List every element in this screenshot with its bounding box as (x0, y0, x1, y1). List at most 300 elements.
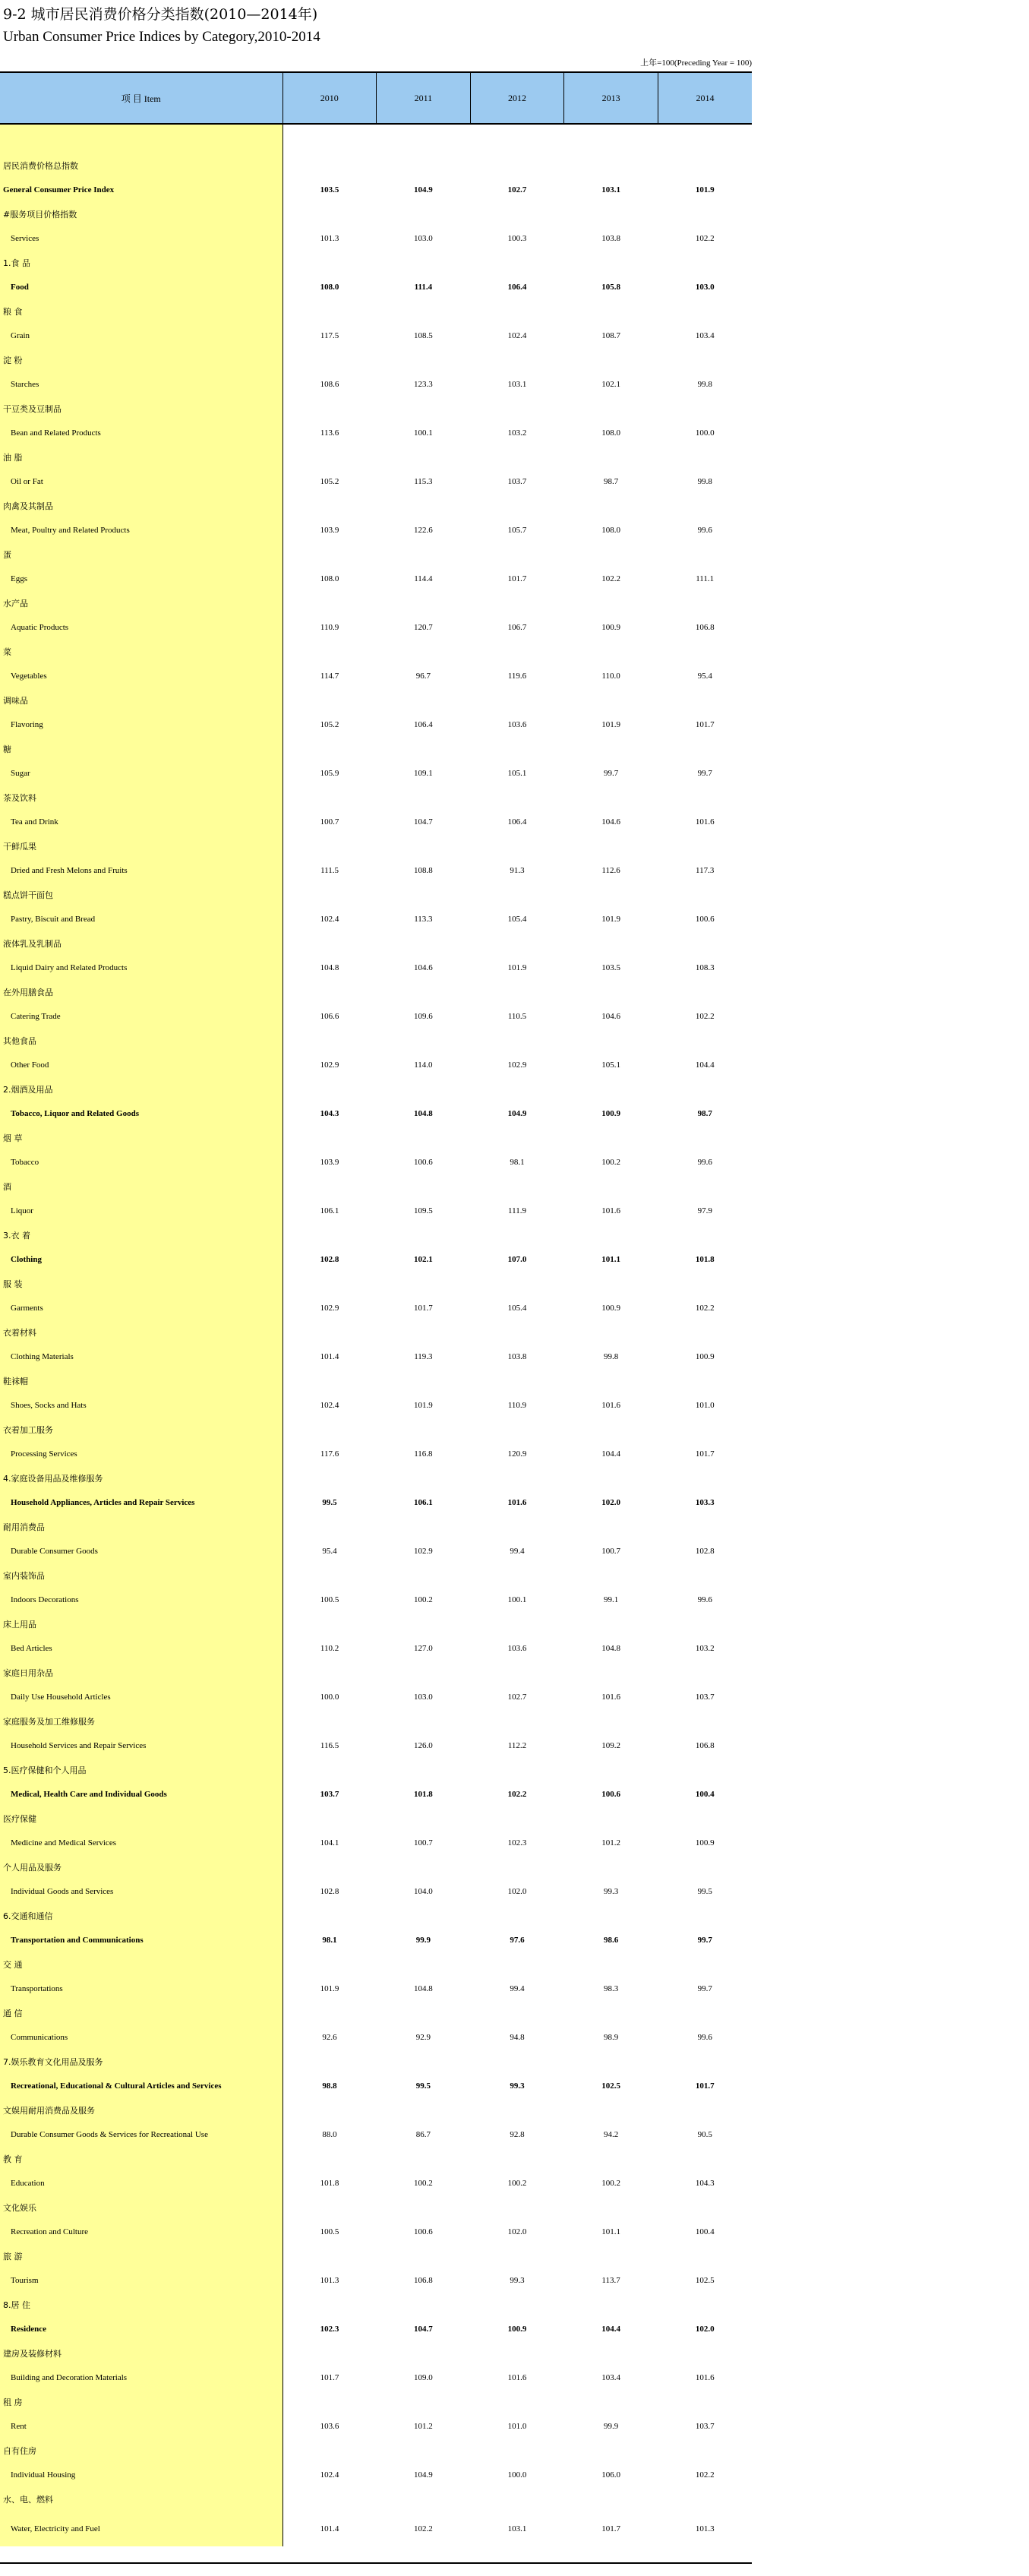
index-value-2013: 112.6 (601, 866, 620, 875)
table-row (0, 1539, 752, 1563)
item-name-english: Sugar (0, 761, 283, 785)
item-name-chinese: 交 通 (0, 1952, 283, 1977)
index-value-2010: 103.5 (320, 185, 339, 194)
index-value-2011: 122.6 (414, 526, 433, 535)
index-value-2011: 101.2 (414, 2422, 433, 2431)
item-name-chinese: 8.居 住 (0, 2293, 283, 2317)
table-row (0, 518, 752, 542)
table-row (0, 615, 752, 640)
index-value-2014: 101.7 (695, 2081, 715, 2091)
index-value-2014: 95.4 (697, 672, 712, 681)
index-value-2012: 110.5 (507, 1012, 527, 1021)
index-value-2013: 101.6 (601, 1693, 620, 1702)
table-row (0, 2122, 752, 2147)
table-row (0, 469, 752, 494)
item-name-chinese: 通 信 (0, 2001, 283, 2025)
table-row-chinese-label (0, 1758, 752, 1782)
index-value-2012: 94.8 (510, 2033, 525, 2042)
index-value-2012: 106.7 (507, 623, 527, 632)
index-value-2013: 104.8 (601, 1644, 620, 1653)
index-value-2014: 108.3 (695, 963, 715, 972)
item-name-chinese: 糖 (0, 737, 283, 761)
index-value-2012: 98.1 (510, 1158, 525, 1167)
index-value-2012: 105.7 (507, 526, 527, 535)
item-name-chinese: #服务项目价格指数 (0, 202, 283, 226)
table-row (0, 1879, 752, 1904)
item-name-chinese: 室内装饰品 (0, 1563, 283, 1588)
index-value-2012: 101.6 (507, 2373, 527, 2382)
unit-note: 上年=100(Preceding Year = 100) (640, 58, 752, 68)
item-name-english: Eggs (0, 567, 283, 591)
table-row (0, 956, 752, 980)
index-value-2011: 104.7 (414, 817, 433, 827)
index-value-2014: 102.0 (695, 2325, 715, 2334)
index-value-2014: 102.2 (695, 1012, 715, 1021)
table-row-chinese-label (0, 2341, 752, 2366)
index-value-2014: 98.7 (697, 1109, 712, 1118)
index-value-2014: 104.3 (695, 2179, 715, 2188)
table-row-chinese-label (0, 542, 752, 567)
item-name-chinese: 干鲜瓜果 (0, 834, 283, 858)
index-value-2014: 103.4 (695, 331, 715, 340)
item-name-english: Tourism (0, 2268, 283, 2293)
table-row (0, 1247, 752, 1272)
table-row (0, 1053, 752, 1077)
index-value-2011: 104.7 (414, 2325, 433, 2334)
table-row (0, 1588, 752, 1612)
item-name-chinese: 4.家庭设备用品及维修服务 (0, 1466, 283, 1490)
index-value-2011: 99.9 (415, 1936, 431, 1945)
index-value-2013: 102.1 (601, 380, 620, 389)
item-name-english: Individual Goods and Services (0, 1879, 283, 1904)
index-value-2010: 102.8 (320, 1887, 339, 1896)
price-index-table (0, 71, 752, 2546)
index-value-2010: 113.6 (320, 428, 339, 438)
table-row-chinese-label (0, 931, 752, 956)
index-value-2011: 119.3 (414, 1352, 433, 1361)
item-name-chinese: 2.烟酒及用品 (0, 1077, 283, 1102)
table-row (0, 713, 752, 737)
index-value-2010: 102.9 (320, 1304, 339, 1313)
index-value-2012: 99.3 (510, 2276, 525, 2285)
table-row (0, 1734, 752, 1758)
table-row-chinese-label (0, 1904, 752, 1928)
index-value-2011: 114.0 (414, 1060, 433, 1070)
index-value-2010: 101.3 (320, 2276, 339, 2285)
item-name-chinese: 7.娱乐教育文化用品及服务 (0, 2050, 283, 2074)
item-name-english: Tea and Drink (0, 810, 283, 834)
item-name-english: Bed Articles (0, 1636, 283, 1661)
index-value-2012: 105.4 (507, 915, 527, 924)
index-value-2013: 100.9 (601, 1304, 620, 1313)
table-row-chinese-label (0, 640, 752, 664)
item-name-chinese: 3.衣 着 (0, 1223, 283, 1247)
table-row-chinese-label (0, 153, 752, 178)
index-value-2013: 110.0 (601, 672, 620, 681)
index-value-2011: 100.6 (414, 2227, 433, 2236)
item-name-chinese: 淀 粉 (0, 348, 283, 372)
index-value-2014: 106.8 (695, 623, 715, 632)
index-value-2011: 102.9 (414, 1547, 433, 1556)
table-row (0, 2025, 752, 2050)
item-name-chinese: 6.交通和通信 (0, 1904, 283, 1928)
index-value-2011: 103.0 (414, 234, 433, 243)
table-body (0, 124, 752, 2546)
index-value-2014: 99.6 (697, 1158, 712, 1167)
table-row (0, 810, 752, 834)
table-row-chinese-label (0, 1126, 752, 1150)
table-row (0, 2463, 752, 2487)
item-name-chinese: 液体乳及乳制品 (0, 931, 283, 956)
index-value-2014: 102.2 (695, 2470, 715, 2480)
index-value-2013: 113.7 (601, 2276, 620, 2285)
index-value-2013: 94.2 (603, 2130, 619, 2139)
index-value-2010: 102.3 (320, 2325, 339, 2334)
index-value-2012: 105.1 (507, 769, 527, 778)
index-value-2011: 104.6 (414, 963, 433, 972)
index-value-2013: 102.5 (601, 2081, 620, 2091)
table-row (0, 372, 752, 397)
index-value-2012: 97.6 (510, 1936, 525, 1945)
index-value-2011: 115.3 (414, 477, 433, 486)
index-value-2010: 104.1 (320, 1838, 339, 1847)
item-name-english: Services (0, 226, 283, 251)
item-name-chinese: 居民消费价格总指数 (0, 153, 283, 178)
item-name-english: Meat, Poultry and Related Products (0, 518, 283, 542)
index-value-2010: 108.6 (320, 380, 339, 389)
index-value-2011: 106.8 (414, 2276, 433, 2285)
index-value-2011: 102.1 (414, 1255, 433, 1264)
index-value-2010: 110.2 (320, 1644, 339, 1653)
table-row (0, 858, 752, 883)
table-row (0, 907, 752, 931)
index-value-2013: 100.2 (601, 1158, 620, 1167)
table-row (0, 2317, 752, 2341)
index-value-2013: 100.9 (601, 1109, 620, 1118)
table-row (0, 2366, 752, 2390)
index-value-2012: 102.9 (507, 1060, 527, 1070)
index-value-2011: 108.8 (414, 866, 433, 875)
table-row-chinese-label (0, 251, 752, 275)
table-row-chinese-label (0, 2098, 752, 2122)
index-value-2010: 101.4 (320, 1352, 339, 1361)
index-value-2013: 104.4 (601, 1449, 620, 1459)
table-row (0, 324, 752, 348)
item-name-chinese: 蛋 (0, 542, 283, 567)
index-value-2011: 100.1 (414, 428, 433, 438)
index-value-2014: 101.6 (695, 2373, 715, 2382)
index-value-2013: 103.8 (601, 234, 620, 243)
table-row (0, 567, 752, 591)
index-value-2013: 100.7 (601, 1547, 620, 1556)
index-value-2014: 103.0 (695, 283, 715, 292)
header-year: 2012 (470, 72, 564, 124)
index-value-2010: 102.8 (320, 1255, 339, 1264)
index-value-2011: 101.7 (414, 1304, 433, 1313)
item-name-english: Dried and Fresh Melons and Fruits (0, 858, 283, 883)
item-name-english: Clothing Materials (0, 1345, 283, 1369)
item-name-chinese: 肉禽及其制品 (0, 494, 283, 518)
item-name-english: Residence (0, 2317, 283, 2341)
table-row (0, 1102, 752, 1126)
index-value-2012: 99.4 (510, 1547, 525, 1556)
index-value-2010: 99.5 (322, 1498, 337, 1507)
index-value-2013: 101.6 (601, 1401, 620, 1410)
table-row-chinese-label (0, 2390, 752, 2414)
header-year: 2014 (658, 72, 752, 124)
item-name-english: Water, Electricity and Fuel (0, 2511, 283, 2546)
index-value-2014: 101.7 (695, 720, 715, 729)
index-value-2014: 100.0 (695, 428, 715, 438)
index-value-2013: 98.9 (603, 2033, 619, 2042)
index-value-2014: 90.5 (697, 2130, 712, 2139)
index-value-2014: 103.2 (695, 1644, 715, 1653)
index-value-2010: 92.6 (322, 2033, 337, 2042)
index-value-2013: 102.0 (601, 1498, 620, 1507)
index-value-2013: 106.0 (601, 2470, 620, 2480)
table-title-chinese: 9-2 城市居民消费价格分类指数(2010—2014年) (3, 6, 318, 23)
item-name-english: Daily Use Household Articles (0, 1685, 283, 1709)
index-value-2010: 100.5 (320, 1595, 339, 1604)
index-value-2011: 104.9 (414, 2470, 433, 2480)
index-value-2014: 99.8 (697, 477, 712, 486)
item-name-english: Bean and Related Products (0, 421, 283, 445)
index-value-2011: 86.7 (415, 2130, 431, 2139)
index-value-2012: 103.1 (507, 380, 527, 389)
table-row-chinese-label (0, 1369, 752, 1393)
index-value-2011: 109.0 (414, 2373, 433, 2382)
index-value-2012: 102.2 (507, 1790, 527, 1799)
item-name-english: Communications (0, 2025, 283, 2050)
table-row-chinese-label (0, 445, 752, 469)
index-value-2010: 98.1 (322, 1936, 337, 1945)
index-value-2013: 102.2 (601, 574, 620, 583)
item-name-chinese: 烟 草 (0, 1126, 283, 1150)
index-value-2012: 101.9 (507, 963, 527, 972)
item-name-chinese: 家庭日用杂品 (0, 1661, 283, 1685)
index-value-2011: 114.4 (414, 574, 433, 583)
index-value-2010: 108.0 (320, 283, 339, 292)
index-value-2012: 100.2 (507, 2179, 527, 2188)
table-row (0, 2414, 752, 2439)
index-value-2013: 101.1 (601, 1255, 620, 1264)
index-value-2010: 100.5 (320, 2227, 339, 2236)
table-row-chinese-label (0, 1466, 752, 1490)
table-row (0, 2074, 752, 2098)
index-value-2010: 106.1 (320, 1206, 339, 1215)
item-name-chinese: 菜 (0, 640, 283, 664)
index-value-2014: 104.4 (695, 1060, 715, 1070)
table-row (0, 275, 752, 299)
table-row-chinese-label (0, 1661, 752, 1685)
item-name-english: Grain (0, 324, 283, 348)
index-value-2011: 104.0 (414, 1887, 433, 1896)
index-value-2011: 111.4 (414, 283, 433, 292)
index-value-2013: 101.9 (601, 720, 620, 729)
index-value-2012: 103.1 (507, 2524, 527, 2533)
index-value-2013: 103.4 (601, 2373, 620, 2382)
index-value-2014: 100.6 (695, 915, 715, 924)
item-name-chinese: 茶及饮料 (0, 785, 283, 810)
index-value-2013: 101.2 (601, 1838, 620, 1847)
item-name-chinese: 调味品 (0, 688, 283, 713)
table-row (0, 178, 752, 202)
index-value-2014: 101.8 (695, 1255, 715, 1264)
item-name-english: General Consumer Price Index (0, 178, 283, 202)
index-value-2013: 105.1 (601, 1060, 620, 1070)
item-name-chinese: 建房及装修材料 (0, 2341, 283, 2366)
item-name-english: Transportations (0, 1977, 283, 2001)
index-value-2013: 101.9 (601, 915, 620, 924)
index-value-2010: 103.6 (320, 2422, 339, 2431)
index-value-2012: 100.1 (507, 1595, 527, 1604)
index-value-2012: 107.0 (507, 1255, 527, 1264)
index-value-2011: 127.0 (414, 1644, 433, 1653)
index-value-2014: 117.3 (696, 866, 715, 875)
item-name-english: Aquatic Products (0, 615, 283, 640)
table-row (0, 1345, 752, 1369)
index-value-2011: 106.4 (414, 720, 433, 729)
index-value-2011: 104.9 (414, 185, 433, 194)
table-row (0, 2268, 752, 2293)
table-row (0, 1490, 752, 1515)
index-value-2012: 103.8 (507, 1352, 527, 1361)
index-value-2012: 106.4 (507, 283, 527, 292)
item-name-chinese: 衣着加工服务 (0, 1418, 283, 1442)
table-row-chinese-label (0, 1563, 752, 1588)
table-row-chinese-label (0, 2001, 752, 2025)
index-value-2011: 100.7 (414, 1838, 433, 1847)
item-name-english: Other Food (0, 1053, 283, 1077)
index-value-2011: 100.6 (414, 1158, 433, 1167)
index-value-2010: 116.5 (320, 1741, 339, 1750)
table-row-chinese-label (0, 1806, 752, 1831)
item-name-chinese: 衣着材料 (0, 1320, 283, 1345)
item-name-english: Clothing (0, 1247, 283, 1272)
index-value-2010: 100.7 (320, 817, 339, 827)
index-value-2010: 103.7 (320, 1790, 339, 1799)
index-value-2014: 99.5 (697, 1887, 712, 1896)
item-name-english: Tobacco, Liquor and Related Goods (0, 1102, 283, 1126)
index-value-2014: 106.8 (695, 1741, 715, 1750)
header-item: 项 目 Item (0, 72, 283, 124)
index-value-2013: 100.6 (601, 1790, 620, 1799)
item-name-chinese: 其他食品 (0, 1029, 283, 1053)
table-row (0, 1199, 752, 1223)
index-value-2014: 100.9 (695, 1352, 715, 1361)
index-value-2014: 103.3 (695, 1498, 715, 1507)
table-row-chinese-label (0, 2050, 752, 2074)
index-value-2013: 100.9 (601, 623, 620, 632)
index-value-2013: 108.7 (601, 331, 620, 340)
item-name-chinese: 水产品 (0, 591, 283, 615)
item-name-chinese: 租 房 (0, 2390, 283, 2414)
table-row-chinese-label (0, 2195, 752, 2220)
index-value-2014: 100.9 (695, 1838, 715, 1847)
index-value-2013: 98.3 (603, 1984, 619, 1993)
item-name-english: Medicine and Medical Services (0, 1831, 283, 1855)
item-name-chinese: 油 脂 (0, 445, 283, 469)
index-value-2014: 99.6 (697, 526, 712, 535)
index-value-2011: 101.9 (414, 1401, 433, 1410)
table-row-chinese-label (0, 348, 752, 372)
item-name-english: Indoors Decorations (0, 1588, 283, 1612)
table-header (0, 72, 752, 124)
index-value-2012: 103.7 (507, 477, 527, 486)
table-row-chinese-label (0, 1029, 752, 1053)
item-name-english: Oil or Fat (0, 469, 283, 494)
item-name-chinese: 服 装 (0, 1272, 283, 1296)
table-row (0, 2171, 752, 2195)
item-name-chinese: 家庭服务及加工维修服务 (0, 1709, 283, 1734)
item-name-english: Starches (0, 372, 283, 397)
item-name-english: Flavoring (0, 713, 283, 737)
item-name-english: Liquid Dairy and Related Products (0, 956, 283, 980)
index-value-2010: 117.6 (320, 1449, 339, 1459)
index-value-2014: 101.3 (695, 2524, 715, 2533)
index-value-2014: 101.6 (695, 817, 715, 827)
item-name-english: Education (0, 2171, 283, 2195)
item-name-english: Tobacco (0, 1150, 283, 1174)
item-name-english: Building and Decoration Materials (0, 2366, 283, 2390)
table-bottom-rule (0, 2562, 752, 2564)
index-value-2013: 99.9 (603, 2422, 619, 2431)
index-value-2011: 92.9 (415, 2033, 431, 2042)
index-value-2010: 101.4 (320, 2524, 339, 2533)
table-row-chinese-label (0, 2439, 752, 2463)
index-value-2014: 101.0 (695, 1401, 715, 1410)
index-value-2010: 104.3 (320, 1109, 339, 1118)
index-value-2013: 99.3 (603, 1887, 619, 1896)
item-name-english: Recreational, Educational & Cultural Articles and Services (0, 2074, 283, 2098)
item-name-chinese: 旅 游 (0, 2244, 283, 2268)
index-value-2011: 113.3 (414, 915, 433, 924)
table-row (0, 1442, 752, 1466)
index-value-2011: 96.7 (415, 672, 431, 681)
index-value-2013: 104.4 (601, 2325, 620, 2334)
item-name-english: Rent (0, 2414, 283, 2439)
item-name-chinese: 酒 (0, 1174, 283, 1199)
index-value-2010: 114.7 (320, 672, 339, 681)
table-row-chinese-label (0, 1320, 752, 1345)
item-name-chinese: 文娱用耐用消费品及服务 (0, 2098, 283, 2122)
item-name-english: Processing Services (0, 1442, 283, 1466)
item-name-chinese: 个人用品及服务 (0, 1855, 283, 1879)
index-value-2013: 101.7 (601, 2524, 620, 2533)
index-value-2010: 101.3 (320, 234, 339, 243)
item-name-english: Garments (0, 1296, 283, 1320)
index-value-2013: 99.8 (603, 1352, 619, 1361)
index-value-2010: 102.4 (320, 2470, 339, 2480)
table-row (0, 1636, 752, 1661)
item-name-chinese: 粮 食 (0, 299, 283, 324)
item-name-chinese: 水、电、燃料 (0, 2487, 283, 2511)
table-row-chinese-label (0, 1709, 752, 1734)
item-name-english: Shoes, Socks and Hats (0, 1393, 283, 1418)
index-value-2012: 120.9 (507, 1449, 527, 1459)
table-row-chinese-label (0, 2147, 752, 2171)
index-value-2014: 99.7 (697, 1984, 712, 1993)
table-row (0, 1296, 752, 1320)
index-value-2014: 102.8 (695, 1547, 715, 1556)
item-name-english: Durable Consumer Goods (0, 1539, 283, 1563)
index-value-2012: 99.4 (510, 1984, 525, 1993)
table-row (0, 2220, 752, 2244)
index-value-2014: 102.2 (695, 234, 715, 243)
index-value-2012: 103.6 (507, 1644, 527, 1653)
index-value-2012: 103.2 (507, 428, 527, 438)
table-row (0, 664, 752, 688)
